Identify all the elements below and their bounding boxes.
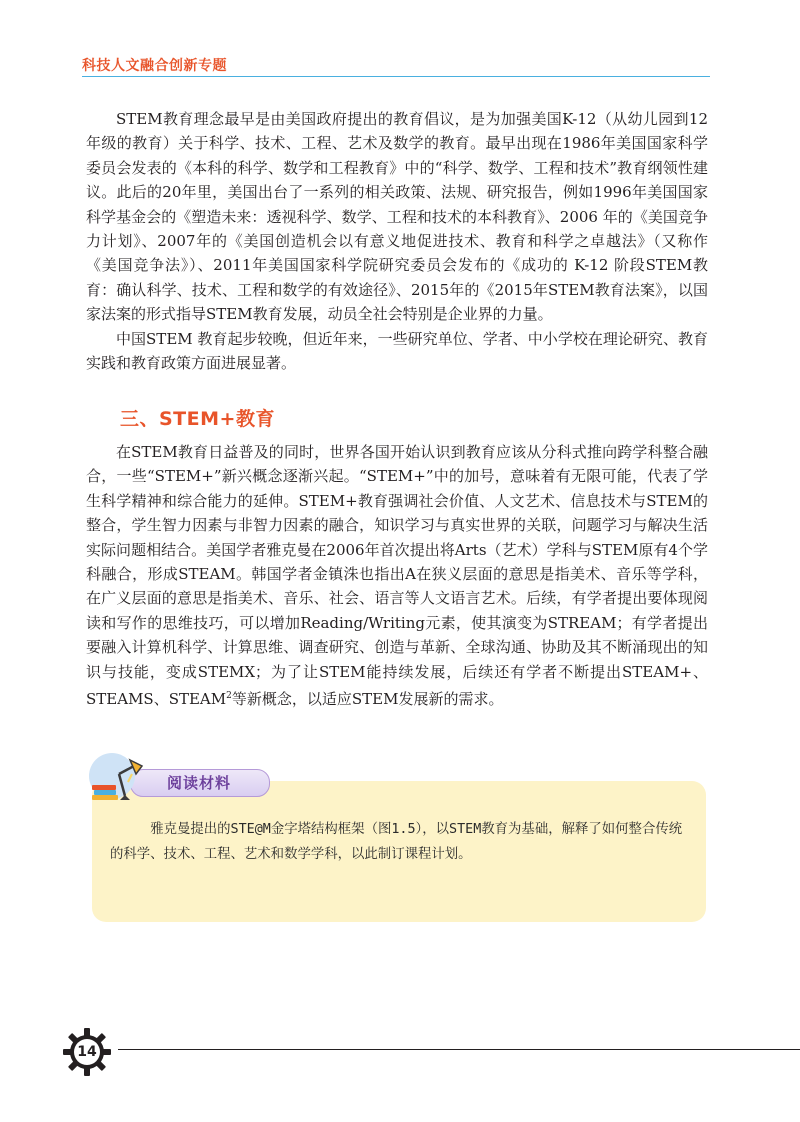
page-number: 14 — [77, 1044, 97, 1060]
reading-material-box — [92, 781, 706, 922]
reading-material-tab — [130, 769, 270, 797]
reading-material-text-block — [110, 817, 690, 867]
paragraph-stem-origin: STEM教育理念最早是由美国政府提出的教育倡议，是为加强美国K-12（从幼儿园到12年级的教育）关于科学、技术、工程、艺术及数学的教育。最早出现在1986年美国国家科学委员会发表的《本科的科学、数学和工程教育》中的“科学、数学、工程和技术”教育纲领性建议。此后的20年里，美国出台了一系列的相关政策、法规、研究报告，例如1996年美国国家科学基金会的《塑造未来：透视科学、数学、工程和技术的本科教育》、2006 年的《美国竞争力计划》、2007年的《美国创造机会以有意义地促进技术、教育和科学之卓越法》（又称作《美国竞争法》）、2011年美国国家科学院研究委员会发布的《成功的 K-12 阶段STEM教育：确认科学、技术、工程和数学的有效途径》、2015年的《2015年STEM教育法案》，以国家法案的形式指导STEM教育发展，动员全社会特别是企业界的力量。 — [86, 110, 708, 324]
paragraph-stem-plus-main: 在STEM教育日益普及的同时，世界各国开始认识到教育应该从分科式推向跨学科整合融合，一些“STEM+”新兴概念逐渐兴起。“STEM+”中的加号，意味着有无限可能，代表了学生科学精神和综合能力的延伸。STEM+教育强调社会价值、人文艺术、信息技术与STEM的整合，学生智力因素与非智力因素的融合，知识学习与真实世界的关联，问题学习与解决生活实际问题相结合。美国学者雅克曼在2006年首次提出将Arts（艺术）学科与STEM原有4个学科融合，形成STEAM。韩国学者金镇洙也指出A在狭义层面的意思是指美术、音乐等学科，在广义层面的意思是指美术、音乐、社会、语言等人文语言艺术。后续，有学者提出要体现阅读和写作的思维技巧，可以增加Reading/Writing元素，使其演变为STREAM；有学者提出要融入计算机科学、计算思维、调查研究、创造与革新、全球沟通、协助及其不断涌现出的知识与技能，变成STEMX；为了让STEM能持续发展，后续还有学者不断提出STEAM+、STEAMS、STEAM — [86, 443, 708, 709]
paragraph-stem-plus — [86, 440, 708, 711]
intro-text-block — [86, 107, 708, 375]
header-rule — [82, 76, 710, 77]
stem-plus-text-block — [86, 440, 708, 711]
desk-lamp-books-icon — [86, 752, 144, 804]
footer-rule — [118, 1049, 800, 1050]
paragraph-china-stem: 中国STEM 教育起步较晚，但近年来，一些研究单位、学者、中小学校在理论研究、教育实践和教育政策方面进展显著。 — [86, 329, 708, 373]
section-heading-stem-plus: 三、STEM+教育 — [120, 408, 275, 430]
paragraph-stem-plus-end: 等新概念，以适应STEM发展新的需求。 — [231, 690, 504, 709]
reading-material-label: 阅读材料 — [167, 774, 232, 792]
superscript-2: 2 — [226, 691, 232, 702]
reading-material-text: 雅克曼提出的STE@M金字塔结构框架（图1.5），以STEM教育为基础，解释了如何整合传统的科学、技术、工程、艺术和数学学科，以此制订课程计划。 — [110, 822, 683, 862]
running-header-title: 科技人文融合创新专题 — [82, 58, 227, 74]
